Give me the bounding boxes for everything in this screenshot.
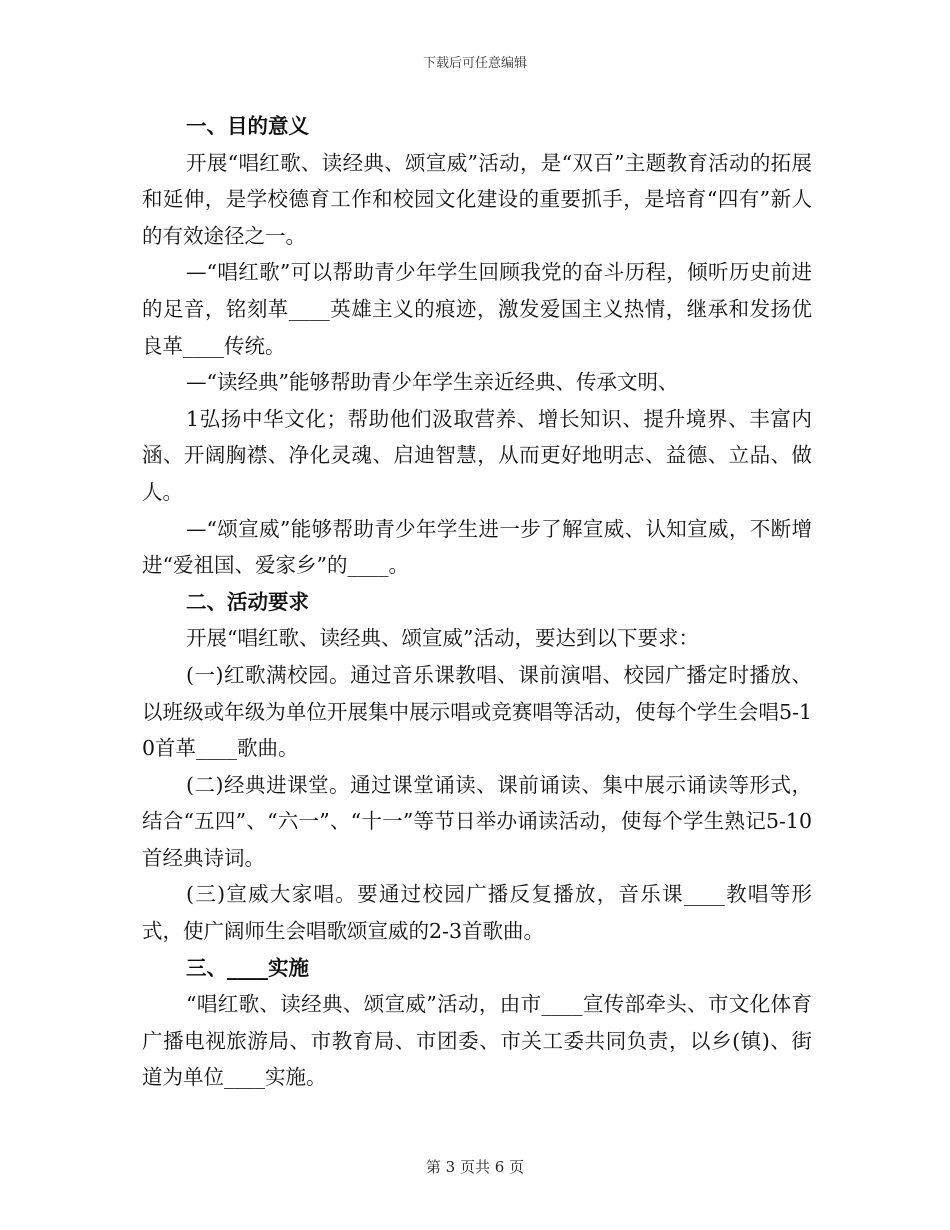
- paragraph-sing-red-songs: —“唱红歌”可以帮助青少年学生回顾我党的奋斗历程，倾听历史前进的足音，铭刻革____英雄主义的痕迹，激发爱国主义热情，继承和发扬优良革____传统。: [142, 260, 812, 358]
- page-footer: 第 3 页共 6 页: [425, 1158, 525, 1176]
- paragraph-purpose: 开展“唱红歌、读经典、颂宣威”活动，是“双百”主题教育活动的拓展和延伸，是学校德育工作和校园文化建设的重要抓手，是培育“四有”新人的有效途径之一。: [142, 150, 812, 248]
- section-heading-1: 一、目的意义: [186, 114, 309, 138]
- paragraph-requirement-2: (二)经典进课堂。通过课堂诵读、课前诵读、集中展示诵读等形式，结合“五四”、“六一”、“十一”等节日举办诵读活动，使每个学生熟记5-10首经典诗词。: [142, 772, 812, 870]
- paragraph-implementation: “唱红歌、读经典、颂宣威”活动，由市____宣传部牵头、市文化体育广播电视旅游局、市教育局、市团委、市关工委共同负责，以乡(镇)、街道为单位____实施。: [142, 992, 812, 1090]
- paragraph-praise-xuanwei: —“颂宣威”能够帮助青少年学生进一步了解宣威、认知宣威，不断增进“爱祖国、爱家乡”的____。: [142, 516, 812, 578]
- section-heading-3: 三、____实施: [186, 955, 309, 980]
- paragraph-requirement-1: (一)红歌满校园。通过音乐课教唱、课前演唱、校园广播定时播放、以班级或年级为单位开展集中展示唱或竞赛唱等活动，使每个学生会唱5-10首革____歌曲。: [142, 662, 812, 761]
- paragraph-requirement-3: (三)宣威大家唱。要通过校园广播反复播放，音乐课____教唱等形式，使广阔师生会唱歌颂宣威的2-3首歌曲。: [142, 882, 812, 944]
- paragraph-read-classics-intro: —“读经典”能够帮助青少年学生亲近经典、传承文明、: [186, 370, 679, 395]
- document-body: [142, 108, 812, 1096]
- paragraph-read-classics: 1弘扬中华文化；帮助他们汲取营养、增长知识、提升境界、丰富内涵、开阔胸襟、净化灵魂、启迪智慧，从而更好地明志、益德、立品、做人。: [142, 406, 812, 504]
- page-header: 下载后可任意编辑: [422, 56, 527, 71]
- section-heading-2: 二、活动要求: [186, 589, 309, 614]
- paragraph-requirements-intro: 开展“唱红歌、读经典、颂宣威”活动，要达到以下要求：: [186, 626, 699, 651]
